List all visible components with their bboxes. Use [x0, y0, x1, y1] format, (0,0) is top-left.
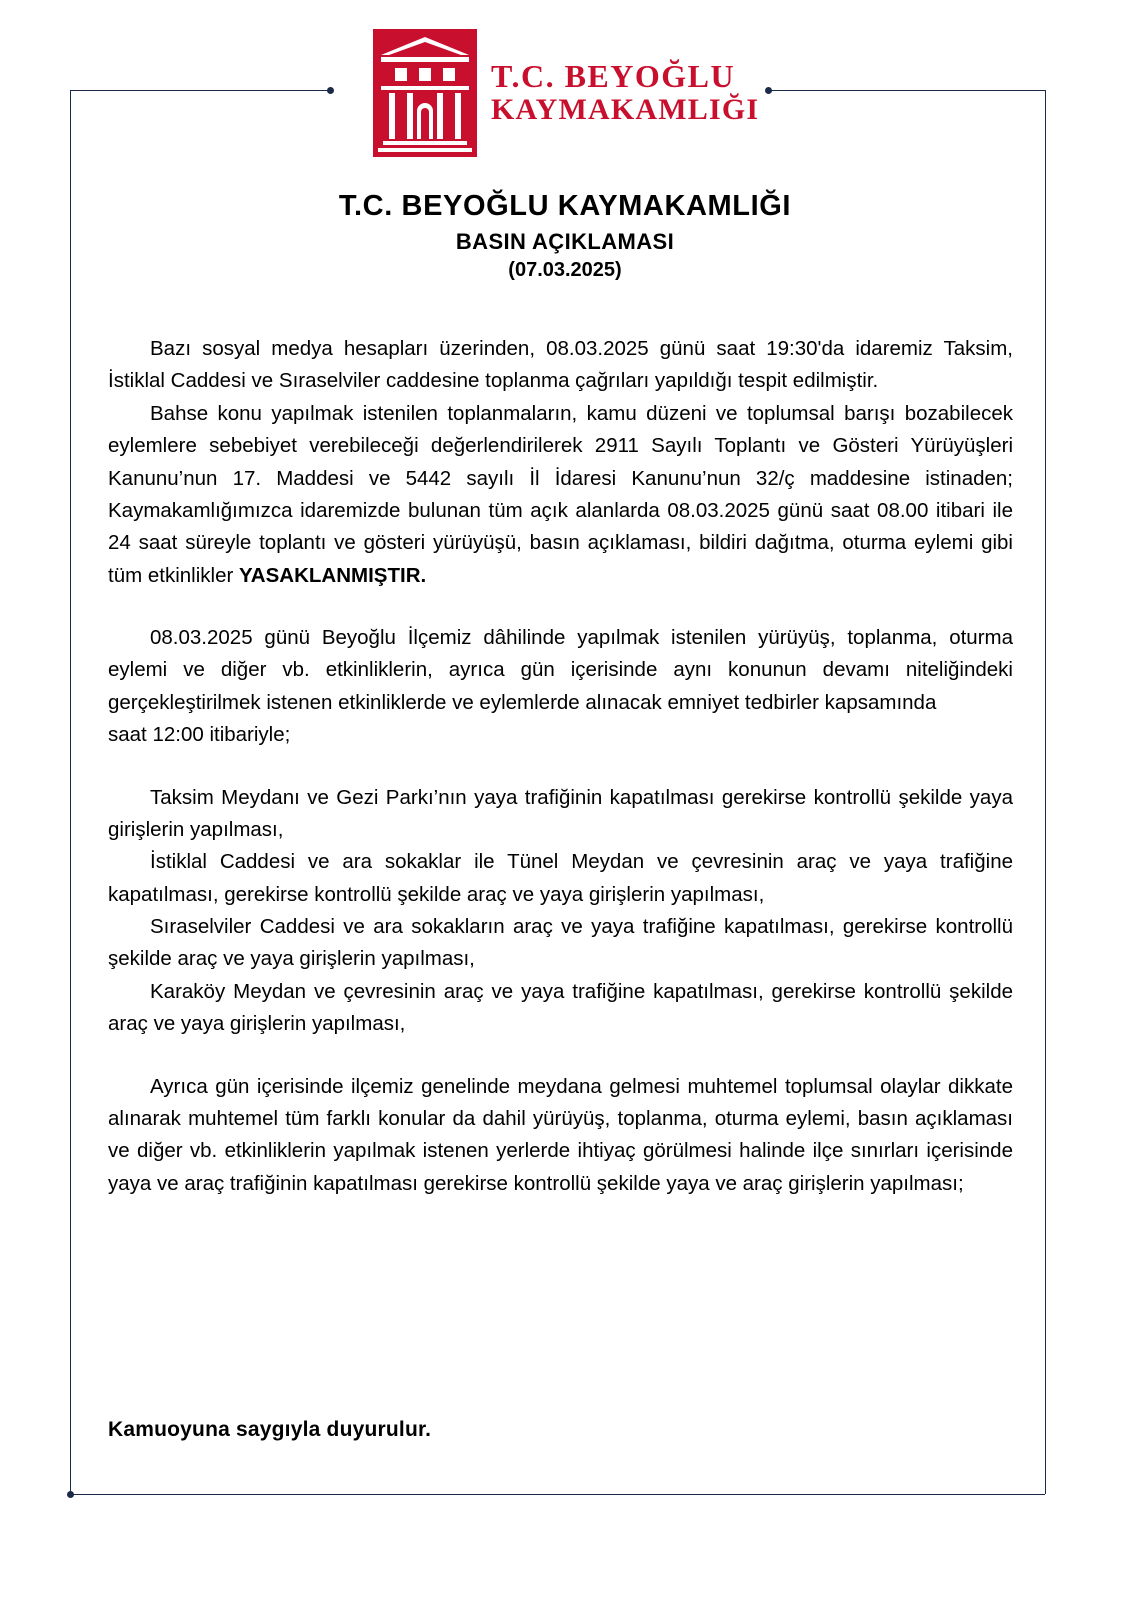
page-subtitle: BASIN AÇIKLAMASI	[455, 229, 675, 254]
frame-dot-top-right	[765, 87, 772, 94]
frame-border-left	[70, 90, 71, 1494]
frame-border-top-left	[70, 90, 330, 91]
frame-border-bottom	[70, 1494, 1045, 1495]
frame-dot-bottom-left	[67, 1491, 74, 1498]
paragraph-6: İstiklal Caddesi ve ara sokaklar ile Tünel Meydan ve çevresinin araç ve yaya trafiğine kapatılması, gerekirse kontrollü şekilde araç ve yaya girişlerin yapılması,	[108, 850, 1013, 906]
paragraph-9: Ayrıca gün içerisinde ilçemiz genelinde meydana gelmesi muhtemel toplumsal olaylar dikkate alınarak muhtemel tüm farklı konular da dahil yürüyüş, toplanma, oturma eylemi, basın açıklaması ve diğer vb. etkinliklerin yapılmak istenen yerlerde ihtiyaç görülmesi halinde ilçe sınırları içerisinde yaya ve araç trafiğinin kapatılması gerekirse kontrollü şekilde yaya ve araç girişlerin yapılması;	[108, 1074, 1013, 1195]
logo	[373, 28, 763, 158]
frame-border-top-right	[770, 90, 1045, 91]
frame-border-right	[1045, 90, 1046, 1494]
paragraph-2	[108, 398, 1013, 592]
logo-text-line2: KAYMAKAMLIĞI	[491, 93, 760, 127]
logo-text-line1: T.C. BEYOĞLU	[491, 58, 736, 95]
spacer	[108, 592, 1013, 622]
paragraph-5: Taksim Meydanı ve Gezi Parkı’nın yaya trafiğinin kapatılması gerekirse kontrollü şekilde yaya girişlerin yapılması,	[108, 785, 1013, 841]
frame-dot-top-left	[327, 87, 334, 94]
paragraph-8: Karaköy Meydan ve çevresinin araç ve yaya trafiğine kapatılması, gerekirse kontrollü şekilde araç ve yaya girişlerin yapılması,	[108, 979, 1013, 1036]
paragraph-4: saat 12:00 itibariyle;	[108, 723, 291, 747]
paragraph-2-emphasis: YASAKLANMIŞTIR.	[239, 563, 427, 587]
document-header	[110, 190, 1020, 282]
paragraph-1: Bazı sosyal medya hesapları üzerinden, 08.03.2025 günü saat 19:30'da idaremiz Taksim, İstiklal Caddesi ve Sıraselviler caddesine toplanma çağrıları yapıldığı tespit edilmiştir.	[108, 337, 1013, 393]
closing-statement: Kamuoyuna saygıyla duyurulur.	[108, 1418, 432, 1441]
page-title: T.C. BEYOĞLU KAYMAKAMLIĞI	[338, 190, 792, 222]
paragraph-3: 08.03.2025 günü Beyoğlu İlçemiz dâhilinde yapılmak istenilen yürüyüş, toplanma, oturma eylemi ve diğer vb. etkinliklerin, ayrıca gün içerisinde aynı konunun devamı niteliğindeki gerçekleştirilmek istenen etkinliklerde ve eylemlerde alınacak emniyet tedbirler kapsamında	[108, 626, 1013, 714]
document-body	[108, 333, 1013, 1200]
building-gate-icon	[373, 29, 477, 157]
spacer	[108, 1041, 1013, 1071]
paragraph-2-text: Bahse konu yapılmak istenilen toplanmaların, kamu düzeni ve toplumsal barışı bozabilecek eylemlere sebebiyet verebileceği değerlendirilerek 2911 Sayılı Toplantı ve Gösteri Yürüyüşleri Kanunu’nun 17. Maddesi ve 5442 sayılı İl İdaresi Kanunu’nun 32/ç maddesine istinaden; Kaymakamlığımızca idaremizde bulunan tüm açık alanlarda 08.03.2025 günü saat 08.00 itibari ile 24 saat süreyle toplantı ve gösteri yürüyüşü, basın açıklaması, bildiri dağıtma, oturma eylemi gibi tüm etkinlikler	[108, 401, 1013, 587]
spacer	[108, 752, 1013, 782]
page-date: (07.03.2025)	[508, 259, 622, 281]
paragraph-7: Sıraselviler Caddesi ve ara sokakların araç ve yaya trafiğine kapatılması, gerekirse kontrollü şekilde araç ve yaya girişlerin yapılması,	[108, 915, 1013, 971]
logo-text	[491, 60, 759, 126]
